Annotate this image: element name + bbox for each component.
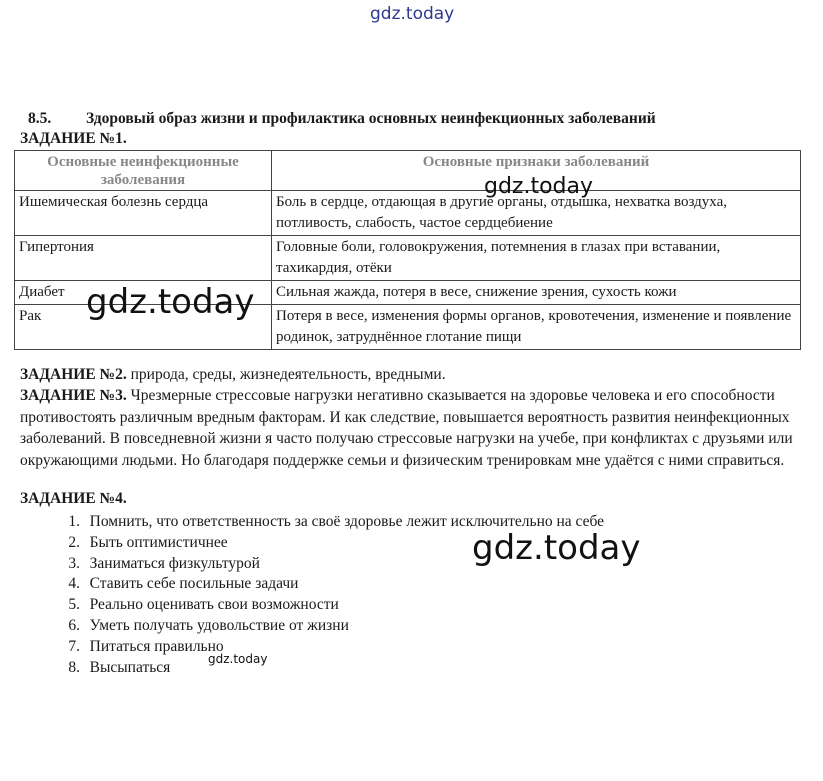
section-title: Здоровый образ жизни и профилактика основных неинфекционных заболеваний — [86, 110, 656, 127]
list-item-number: 7. — [68, 637, 80, 655]
list-item-number: 3. — [68, 554, 80, 572]
table-row — [15, 236, 801, 281]
disease-name: Рак — [15, 305, 272, 350]
disease-name: Гипертония — [15, 236, 272, 281]
task3-label: ЗАДАНИЕ №3. — [20, 387, 127, 404]
list-item-text: Ставить себе посильные задачи — [89, 575, 299, 593]
watermark-top: gdz.today — [370, 4, 455, 24]
disease-signs: Потеря в весе, изменения формы органов, кровотечения, изменение и появление родинок, затруднённое глотание пищи — [272, 305, 801, 350]
table-row — [15, 191, 801, 236]
list-item-text: Помнить, что ответственность за своё здоровье лежит исключительно на себе — [89, 513, 605, 530]
disease-signs: Головные боли, головокружения, потемнения в глазах при вставании, тахикардия, отёки — [272, 236, 801, 281]
task4-label: ЗАДАНИЕ №4. — [20, 490, 127, 507]
disease-name: Диабет — [15, 281, 272, 305]
list-item-text: Реально оценивать свои возможности — [89, 596, 339, 614]
list-item-number: 6. — [68, 616, 80, 634]
task2-text: природа, среды, жизнедеятельность, вредными. — [130, 366, 446, 383]
table-header-row — [15, 151, 801, 191]
list-item-number: 8. — [68, 658, 80, 676]
watermark-right: gdz.today — [472, 528, 641, 568]
list-item-text: Заниматься физкультурой — [89, 554, 260, 572]
section-heading — [28, 110, 656, 128]
list-item — [26, 595, 604, 616]
table-header-signs: Основные признаки заболеваний — [272, 151, 801, 191]
list-item-text: Высыпаться — [89, 658, 171, 676]
watermark-small: gdz.today — [208, 652, 268, 666]
list-item-number: 1. — [68, 513, 80, 530]
task1-label: ЗАДАНИЕ №1. — [20, 130, 127, 147]
task3-text: Чрезмерные стрессовые нагрузки негативно сказывается на здоровье человека и его способности противостоять различным вредным факторам. И как следствие, повышается вероятность развития неинфекционных заболеваний. В повседневной жизни я часто получаю стрессовые нагрузки на учебе, при конфликтах с друзьями или окружающими людьми. Но благодаря поддержке семьи и физическим тренировкам мне удаётся с ними справиться. — [20, 387, 793, 469]
list-item-text: Уметь получать удовольствие от жизни — [89, 616, 349, 634]
section-number: 8.5. — [28, 110, 52, 127]
list-item-text: Питаться правильно — [89, 637, 224, 655]
watermark-left: gdz.today — [86, 282, 255, 322]
disease-name: Ишемическая болезнь сердца — [15, 191, 272, 236]
disease-signs: Сильная жажда, потеря в весе, снижение зрения, сухость кожи — [272, 281, 801, 305]
list-item — [26, 637, 604, 658]
list-item — [26, 574, 604, 595]
list-item-number: 2. — [68, 533, 80, 551]
list-item-number: 4. — [68, 575, 80, 593]
list-item-text: Быть оптимистичнее — [89, 533, 228, 551]
task2-paragraph — [20, 364, 795, 386]
table-header-diseases: Основные неинфекционные заболевания — [15, 151, 272, 191]
disease-signs: Боль в сердце, отдающая в другие органы, отдышка, нехватка воздуха, потливость, слабость, частое сердцебиение — [272, 191, 801, 236]
task2-label: ЗАДАНИЕ №2. — [20, 366, 127, 383]
list-item — [26, 658, 604, 679]
list-item — [26, 616, 604, 637]
watermark-table: gdz.today — [484, 174, 594, 199]
task3-paragraph — [20, 385, 795, 471]
list-item-number: 5. — [68, 596, 80, 614]
